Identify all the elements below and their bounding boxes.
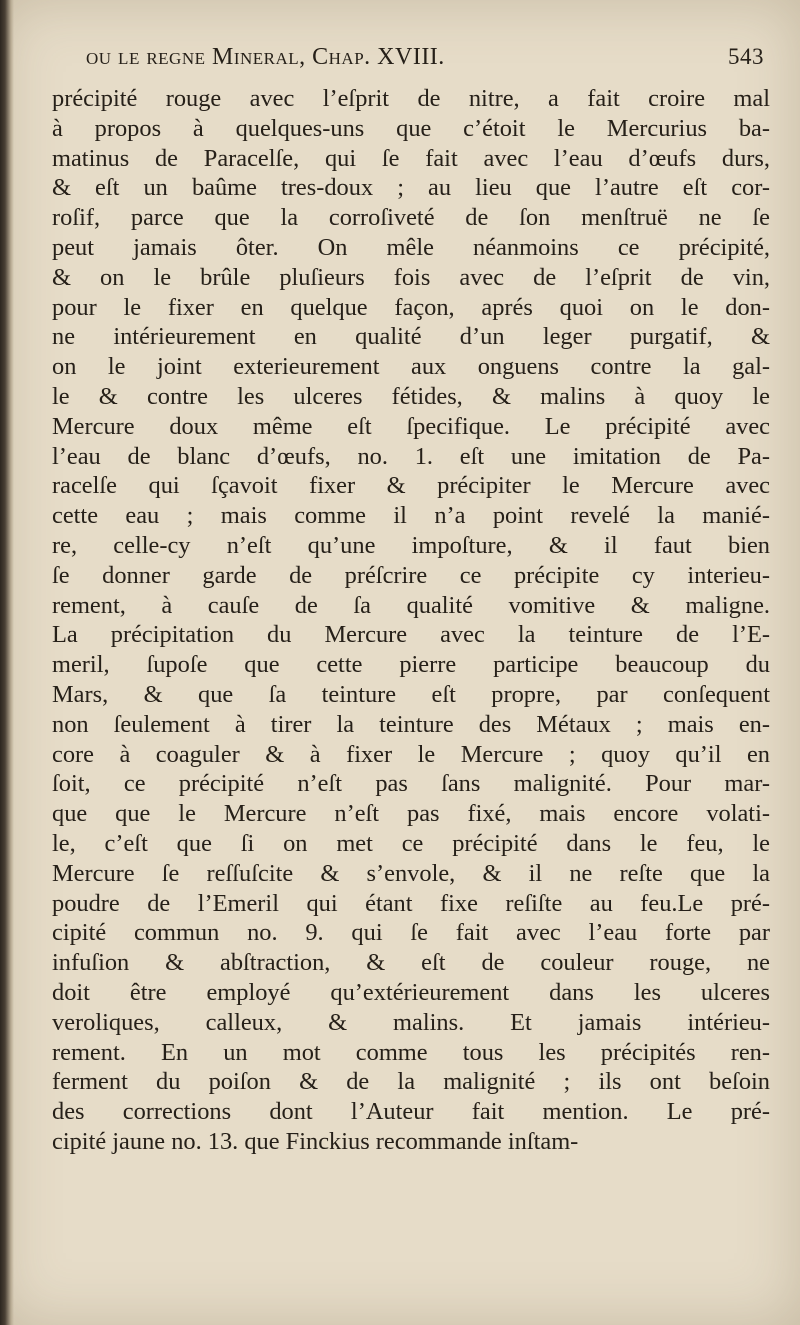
text-line: des corrections dont l’Auteur fait mention. Le pré- [52, 1098, 770, 1126]
text-line: ne intérieurement en qualité d’un leger purgatif, & [52, 323, 770, 351]
text-line: précipité rouge avec l’eſprit de nitre, a fait croire mal [52, 85, 770, 112]
text-line: le & contre les ulceres fétides, & malins à quoy le [52, 382, 770, 410]
text-line: doit être employé qu’extérieurement dans les ulceres [52, 978, 770, 1006]
page-gutter [0, 0, 14, 1325]
text-line: Mercure ſe reſſuſcite & s’envole, & il ne reſte que la [52, 859, 770, 887]
text-line: à propos à quelques-uns que c’étoit le Mercurius ba- [52, 114, 770, 142]
text-line: core à coaguler & à fixer le Mercure ; quoy qu’il en [52, 740, 770, 768]
text-line: non ſeulement à tirer la teinture des Métaux ; mais en- [52, 710, 770, 738]
text-line: cipité commun no. 9. qui ſe fait avec l’eau forte par [52, 919, 770, 947]
text-line: re, celle-cy n’eſt qu’une impoſture, & il faut bien [52, 531, 770, 559]
text-line: rement. En un mot comme tous les précipités ren- [52, 1038, 770, 1066]
text-line: veroliques, calleux, & malins. Et jamais intérieu- [52, 1008, 770, 1036]
text-line: Mercure doux même eſt ſpecifique. Le précipité avec [52, 412, 770, 440]
text-line: on le joint exterieurement aux onguens contre la gal- [52, 353, 770, 381]
text-line: que que le Mercure n’eſt pas fixé, mais encore volati- [52, 800, 770, 828]
body-text [52, 84, 770, 1157]
text-line: le, c’eſt que ſi on met ce précipité dans le feu, le [52, 829, 770, 857]
text-line: & on le brûle pluſieurs fois avec de l’eſprit de vin, [52, 263, 770, 291]
text-line: l’eau de blanc d’œufs, no. 1. eſt une imitation de Pa- [52, 442, 770, 470]
text-line: rement, à cauſe de ſa qualité vomitive & maligne. [52, 591, 770, 619]
text-line: pour le fixer en quelque façon, aprés quoi on le don- [52, 293, 770, 321]
text-line: meril, ſupoſe que cette pierre participe beaucoup du [52, 651, 770, 679]
text-line: roſif, parce que la corroſiveté de ſon menſtruë ne ſe [52, 204, 770, 232]
page-number: 543 [728, 44, 764, 69]
page-text-block [52, 44, 770, 1157]
running-head [86, 44, 764, 84]
text-line: infuſion & abſtraction, & eſt de couleur rouge, ne [52, 949, 770, 977]
text-line: ſe donner garde de préſcrire ce précipite cy interieu- [52, 561, 770, 589]
text-line: cette eau ; mais comme il n’a point revelé la manié- [52, 502, 770, 530]
text-line: ferment du poiſon & de la malignité ; ils ont beſoin [52, 1068, 770, 1096]
text-line: poudre de l’Emeril qui étant fixe reſiſte au feu.Le pré- [52, 889, 770, 917]
text-line: racelſe qui ſçavoit fixer & précipiter le Mercure avec [52, 472, 770, 500]
text-line: cipité jaune no. 13. que Finckius recommande inſtam- [52, 1127, 579, 1155]
text-line: peut jamais ôter. On mêle néanmoins ce précipité, [52, 233, 770, 261]
text-line: & eſt un baûme tres-doux ; au lieu que l’autre eſt cor- [52, 174, 770, 202]
text-line: Mars, & que ſa teinture eſt propre, par conſequent [52, 680, 770, 708]
running-title: ou le regne Mineral, Chap. XVIII. [86, 44, 445, 70]
text-line: ſoit, ce précipité n’eſt pas ſans malignité. Pour mar- [52, 770, 770, 798]
text-line: La précipitation du Mercure avec la teinture de l’E- [52, 621, 770, 649]
text-line: matinus de Paracelſe, qui ſe fait avec l’eau d’œufs durs, [52, 144, 770, 172]
